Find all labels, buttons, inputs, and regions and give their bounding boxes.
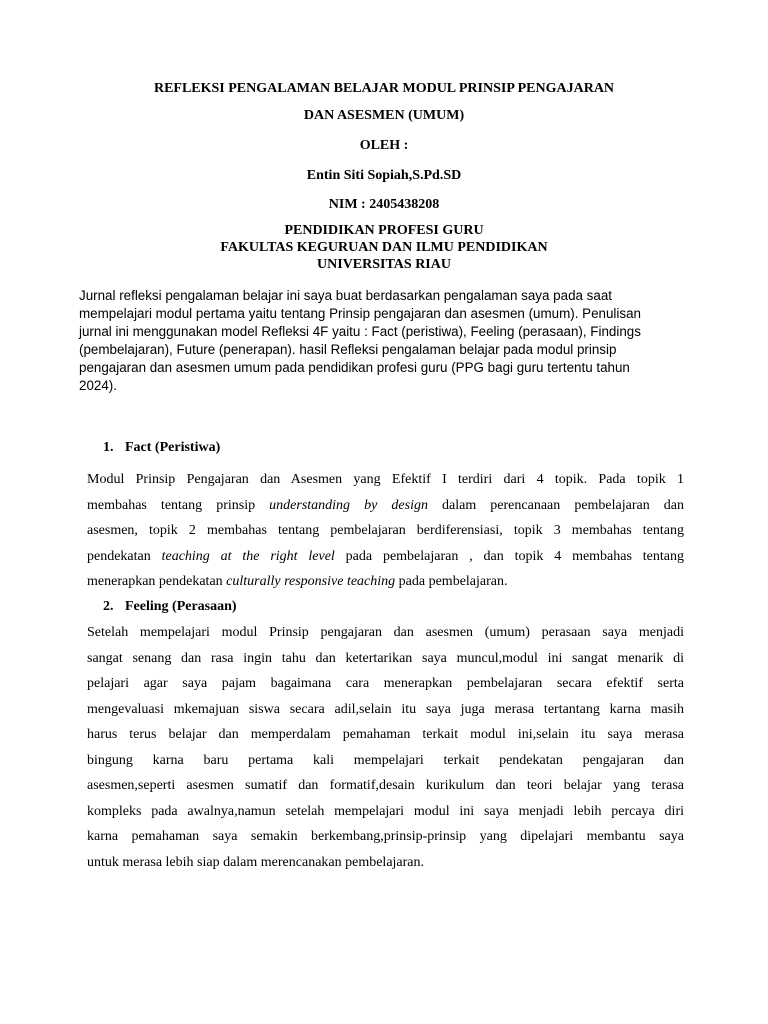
section-number: 2.: [103, 599, 114, 614]
section-number: 1.: [103, 440, 114, 455]
paragraph-line: [87, 518, 684, 544]
document-title-line-2: DAN ASESMEN (UMUM): [303, 108, 465, 123]
section-body-fact: [87, 467, 684, 595]
line-text: pada pembelajaran , dan topik 4 membahas tentang: [334, 548, 684, 564]
author-name: Entin Siti Sopiah,S.Pd.SD: [306, 168, 462, 183]
section-title: Feeling (Perasaan): [125, 599, 237, 614]
paragraph-line: [87, 799, 684, 825]
section-heading-fact: [103, 439, 403, 457]
line-text: Setelah mempelajari modul Prinsip pengajaran dan asesmen (umum) perasaan saya menjadi: [87, 625, 684, 640]
line-text: kompleks pada awalnya,namun setelah mempelajari modul ini saya menjadi lebih percaya diri: [87, 803, 684, 819]
institution-faculty: FAKULTAS KEGURUAN DAN ILMU PENDIDIKAN: [220, 240, 548, 255]
paragraph-line: [87, 467, 684, 493]
line-text: harus terus belajar dan memperdalam pemahaman terkait modul ini,selain itu saya merasa: [87, 727, 684, 742]
italic-term: understanding by design: [269, 497, 428, 513]
line-text: pelajari agar saya pajam bagaimana cara menerapkan pembelajaran secara efektif serta: [87, 676, 684, 691]
intro-paragraph: [79, 287, 689, 395]
intro-line: jurnal ini menggunakan model Refleksi 4F yaitu : Fact (peristiwa), Feeling (perasaan), Findings: [79, 324, 641, 339]
document-title-line-1: REFLEKSI PENGALAMAN BELAJAR MODUL PRINSIP PENGAJARAN: [153, 81, 615, 96]
italic-term: culturally responsive teaching: [226, 574, 396, 589]
line-text: membahas tentang prinsip: [87, 497, 270, 513]
paragraph-line: [87, 646, 684, 672]
paragraph-line: [87, 493, 684, 519]
paragraph-line: [87, 748, 684, 774]
line-text: pada pembelajaran.: [395, 574, 508, 589]
line-text: karna pemahaman saya semakin berkembang,prinsip-prinsip yang dipelajari membantu saya: [87, 829, 684, 844]
section-heading-feeling: [103, 598, 403, 616]
institution-program: PENDIDIKAN PROFESI GURU: [284, 223, 484, 238]
line-text: sangat senang dan rasa ingin tahu dan ketertarikan saya muncul,modul ini sangat menarik di: [87, 650, 684, 666]
line-text: asesmen,seperti asesmen sumatif dan formatif,desain kurikulum dan teori belajar yang terasa: [87, 778, 684, 793]
intro-line: mempelajari modul pertama yaitu tentang Prinsip pengajaran dan asesmen (umum). Penulisan: [79, 306, 641, 321]
paragraph-line: [87, 569, 684, 595]
intro-line: 2024).: [79, 378, 117, 393]
line-text: dalam perencanaan pembelajaran dan: [427, 497, 684, 513]
section-body-feeling: [87, 620, 684, 875]
paragraph-line: [87, 722, 684, 748]
line-text: menerapkan pendekatan: [87, 574, 227, 589]
line-text: untuk merasa lebih siap dalam merencanakan pembelajaran.: [87, 854, 425, 870]
paragraph-line: [87, 773, 684, 799]
author-nim: NIM : 2405438208: [328, 197, 440, 212]
author-by-label: OLEH :: [359, 138, 409, 153]
institution-block: [0, 222, 768, 273]
line-text: asesmen, topik 2 membahas tentang pembelajaran berdiferensiasi, topik 3 membahas tentang: [87, 523, 684, 538]
institution-university: UNIVERSITAS RIAU: [317, 257, 451, 272]
line-text: Modul Prinsip Pengajaran dan Asesmen yang Efektif I terdiri dari 4 topik. Pada topik 1: [87, 472, 684, 487]
paragraph-line: [87, 697, 684, 723]
line-text: pendekatan: [87, 548, 162, 564]
paragraph-line: [87, 544, 684, 570]
paragraph-line: [87, 620, 684, 646]
intro-line: Jurnal refleksi pengalaman belajar ini saya buat berdasarkan pengalaman saya pada saat: [79, 288, 612, 303]
section-title: Fact (Peristiwa): [125, 440, 221, 455]
intro-line: pengajaran dan asesmen umum pada pendidikan profesi guru (PPG bagi guru tertentu tahun: [79, 360, 630, 375]
italic-term: teaching at the right level: [161, 548, 335, 564]
paragraph-line: [87, 850, 684, 876]
line-text: bingung karna baru pertama kali mempelajari terkait pendekatan pengajaran dan: [87, 752, 684, 768]
line-text: mengevaluasi mkemajuan siswa secara adil,selain itu saya juga merasa tertantang karna masih: [87, 701, 684, 717]
paragraph-line: [87, 824, 684, 850]
paragraph-line: [87, 671, 684, 697]
intro-line: (pembelajaran), Future (penerapan). hasil Refleksi pengalaman belajar pada modul prinsip: [79, 342, 617, 357]
